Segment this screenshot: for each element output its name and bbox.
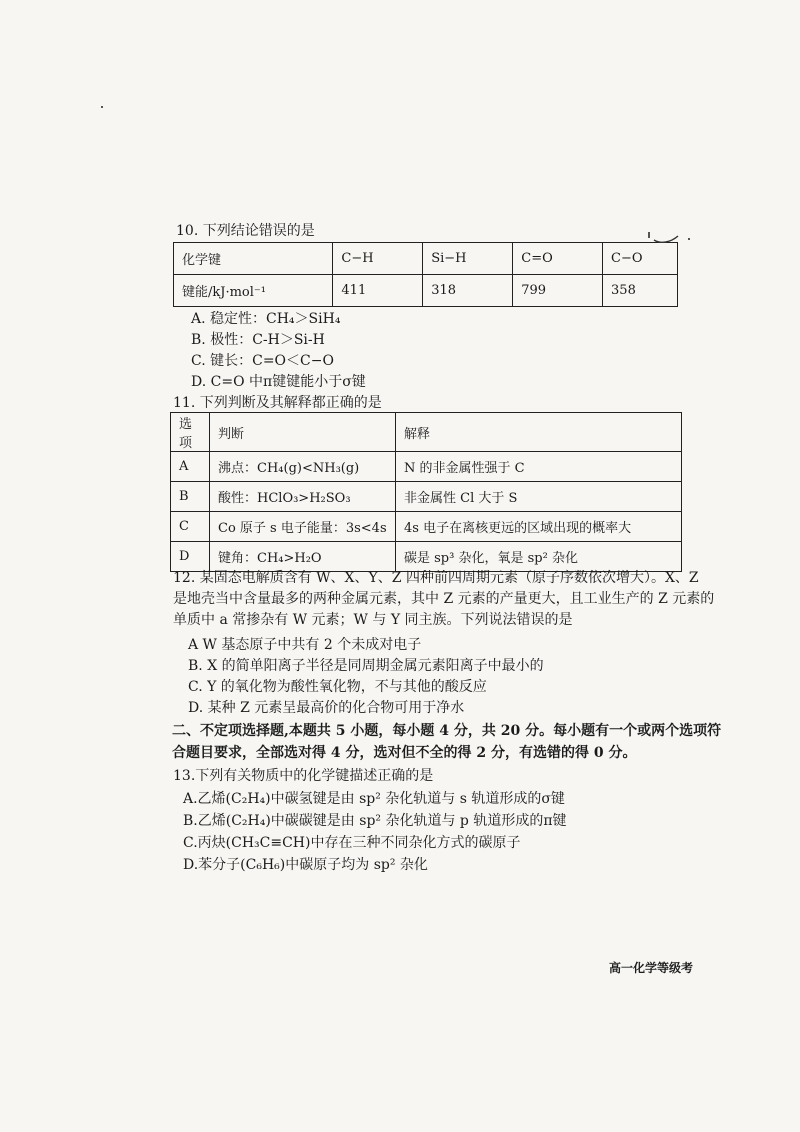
table-row [171,413,682,452]
q10-table [173,242,678,307]
table-cell: 411 [333,275,423,307]
table-cell: C−O [603,243,678,275]
q12-stem-line-3: 单质中 a 常掺杂有 W 元素；W 与 Y 同主族。下列说法错误的是 [173,612,573,628]
q10-option-a: A. 稳定性：CH₄＞SiH₄ [191,311,341,327]
q12-option-a: A W 基态原子中共有 2 个未成对电子 [188,637,422,653]
q10-option-b: B. 极性：C-H＞Si-H [191,332,325,348]
q10-stem: 10. 下列结论错误的是 [176,223,315,239]
q11-stem: 11. 下列判断及其解释都正确的是 [173,395,382,411]
q12-option-c: C. Y 的氧化物为酸性氧化物，不与其他的酸反应 [188,679,487,695]
table-cell: 化学键 [174,243,333,275]
q12-option-b: B. X 的简单阳离子半径是同周期金属元素阳离子中最小的 [188,658,544,674]
section-2-heading-line-1: 二、不定项选择题,本题共 5 小题，每小题 4 分，共 20 分。每小题有一个或两个选项符 [172,723,722,739]
table-cell: 沸点：CH₄(g)<NH₃(g) [210,452,396,482]
table-cell: 4s 电子在离核更远的区域出现的概率大 [396,512,682,542]
q13-option-d: D.苯分子(C₆H₆)中碳原子均为 sp² 杂化 [183,857,428,873]
table-cell: 解释 [396,413,682,452]
scan-speck [648,232,650,238]
q12-option-d: D. 某种 Z 元素呈最高价的化合物可用于净水 [188,700,465,716]
table-row [174,243,678,275]
table-row [171,452,682,482]
q13-option-c: C.丙炔(CH₃C≡CH)中存在三种不同杂化方式的碳原子 [183,835,521,851]
table-cell: A [171,452,210,482]
q11-table [170,412,682,572]
page-footer: 高一化学等级考 [609,961,694,975]
table-row [174,275,678,307]
table-cell: C=O [513,243,603,275]
q10-option-c: C. 键长：C=O＜C−O [191,353,334,369]
q13-option-b: B.乙烯(C₂H₄)中碳碳键是由 sp² 杂化轨道与 p 轨道形成的π键 [183,813,567,829]
table-cell: D [171,542,210,572]
q12-stem-line-2: 是地壳当中含量最多的两种金属元素，其中 Z 元素的产量更大，且工业生产的 Z 元素的 [173,591,715,607]
table-row [171,512,682,542]
section-2-heading-line-2: 合题目要求，全部选对得 4 分，选对但不全的得 2 分，有选错的得 0 分。 [172,745,637,761]
table-cell: 碳是 sp³ 杂化，氧是 sp² 杂化 [396,542,682,572]
q10-option-d: D. C=O 中π键键能小于σ键 [191,374,366,390]
q13-stem: 13.下列有关物质中的化学键描述正确的是 [173,768,434,784]
table-cell: N 的非金属性强于 C [396,452,682,482]
table-row [171,482,682,512]
pen-stroke-mark [652,230,682,246]
table-cell: 358 [603,275,678,307]
table-cell: 选项 [171,413,210,452]
table-cell: C [171,512,210,542]
scan-speck [101,106,103,108]
table-cell: 799 [513,275,603,307]
table-cell: 键能/kJ·mol⁻¹ [174,275,333,307]
table-cell: 318 [423,275,513,307]
table-cell: 判断 [210,413,396,452]
table-cell: 非金属性 Cl 大于 S [396,482,682,512]
scan-speck [688,238,690,240]
table-cell: 键角：CH₄>H₂O [210,542,396,572]
q12-stem-line-1: 12. 某固态电解质含有 W、X、Y、Z 四种前四周期元素（原子序数依次增大）。X、Z [173,570,699,586]
table-cell: B [171,482,210,512]
table-cell: Si−H [423,243,513,275]
table-cell: Co 原子 s 电子能量：3s<4s [210,512,396,542]
table-cell: C−H [333,243,423,275]
q13-option-a: A.乙烯(C₂H₄)中碳氢键是由 sp² 杂化轨道与 s 轨道形成的σ键 [183,791,565,807]
table-cell: 酸性：HClO₃>H₂SO₃ [210,482,396,512]
